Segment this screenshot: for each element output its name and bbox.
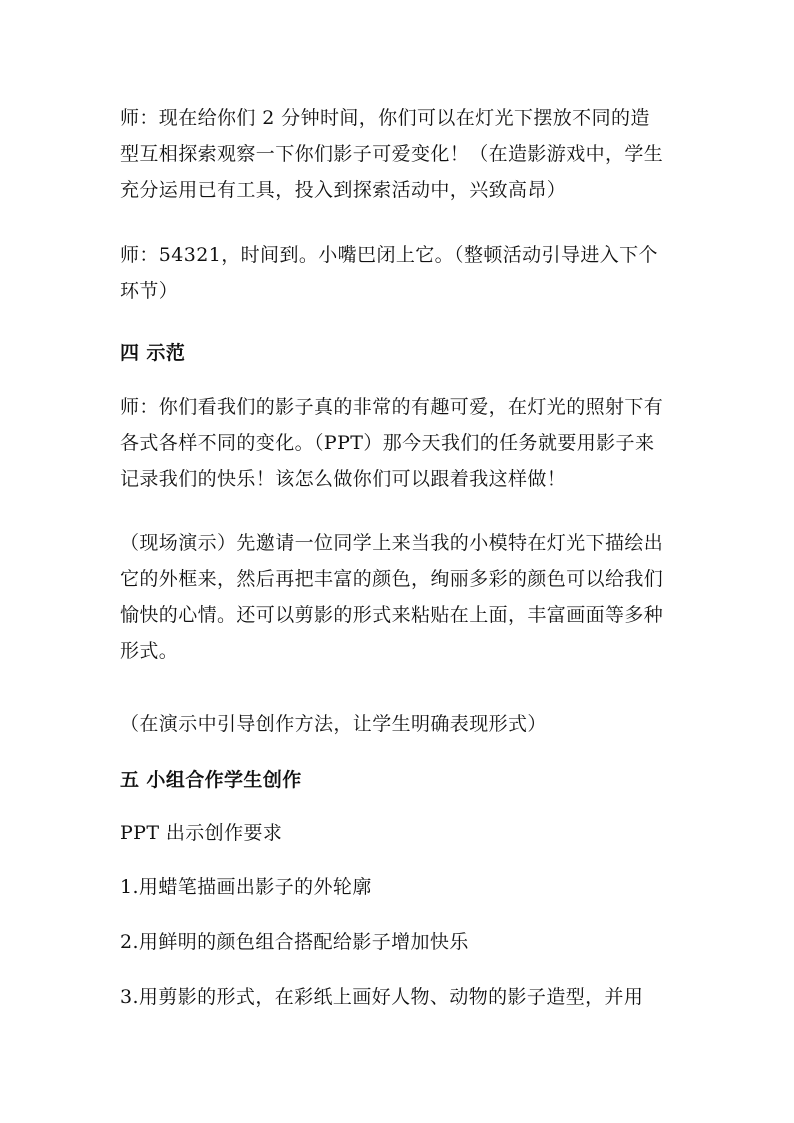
paragraph-live-demo: （现场演示）先邀请一位同学上来当我的小模特在灯光下描绘出它的外框来，然后再把丰富的颜色，绚丽多彩的颜色可以给我们愉快的心情。还可以剪影的形式来粘贴在上面，丰富画面等多种形式。 [120, 532, 664, 662]
paragraph-teacher-countdown: 师：54321，时间到。小嘴巴闭上它。（整顿活动引导进入下个环节） [120, 244, 658, 302]
list-item-requirement-2: 2.用鲜明的颜色组合搭配给影子增加快乐 [120, 931, 469, 953]
section-heading-group-creation: 五 小组合作学生创作 [120, 769, 302, 791]
list-item-requirement-1: 1.用蜡笔描画出影子的外轮廓 [120, 876, 372, 898]
list-item-requirement-3: 3.用剪影的形式，在彩纸上画好人物、动物的影子造型，并用 [120, 986, 644, 1008]
paragraph-ppt-requirements: PPT 出示创作要求 [120, 822, 283, 844]
paragraph-demonstration-intro: 师：你们看我们的影子真的非常的有趣可爱，在灯光的照射下有各式各样不同的变化。（PPT）那今天我们的任务就要用影子来记录我们的快乐！该怎么做你们可以跟着我这样做！ [120, 396, 664, 490]
paragraph-demo-guidance: （在演示中引导创作方法，让学生明确表现形式） [120, 713, 547, 735]
section-heading-demonstration: 四 示范 [120, 342, 186, 364]
paragraph-teacher-instruction: 师：现在给你们 2 分钟时间，你们可以在灯光下摆放不同的造型互相探索观察一下你们影子可爱变化！（在造影游戏中，学生充分运用已有工具，投入到探索活动中，兴致高昂） [120, 107, 664, 201]
